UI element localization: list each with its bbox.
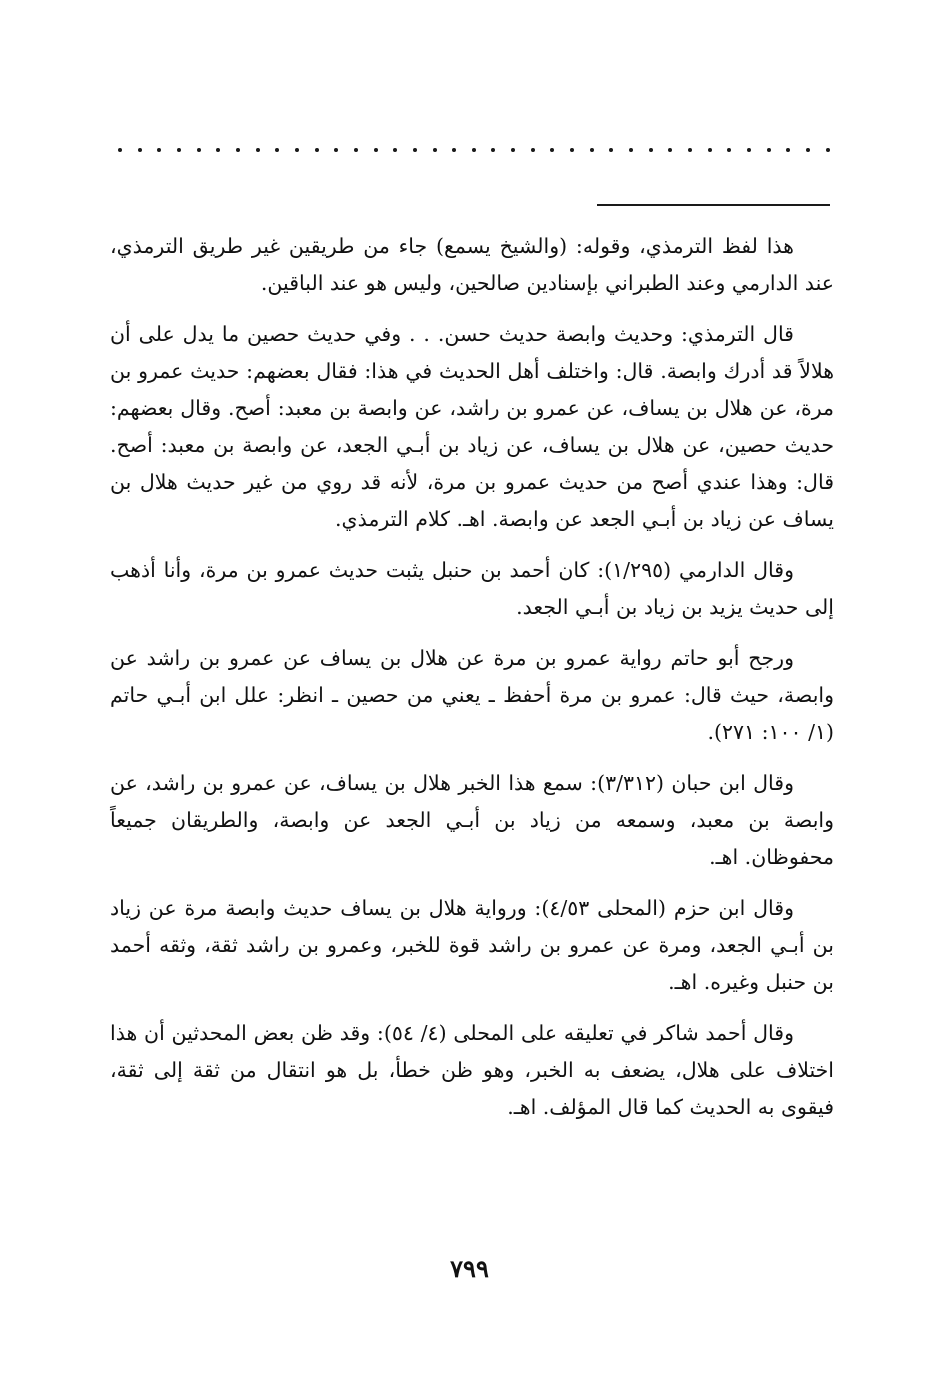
separator-dot (727, 148, 731, 152)
separator-dot (668, 148, 672, 152)
footnote-separator-line (597, 204, 830, 206)
separator-dot (177, 148, 181, 152)
paragraph-5: وقال ابن حبان (٣/٣١٢): سمع هذا الخبر هلال بن يساف، عن عمرو بن راشد، عن وابصة بن معبد، وسمعه من زياد بن أبـي الجعد عن وابصة، والطريقان جميعاً محفوظان. اهـ. (110, 771, 834, 869)
paragraph-6: وقال ابن حزم (المحلى ٤/٥٣): ورواية هلال بن يساف حديث وابصة مرة عن زياد بن أبـي الجعد، ومرة عن عمرو بن راشد قوة للخبر، وعمرو بن راشد ثقة، وثقه أحمد بن حنبل وغيره. اهـ. (110, 896, 834, 994)
separator-dot (433, 148, 437, 152)
separator-dot (491, 148, 495, 152)
separator-dot (472, 148, 476, 152)
separator-dot (767, 148, 771, 152)
separator-dot (118, 148, 122, 152)
separator-dot (393, 148, 397, 152)
separator-dot (786, 148, 790, 152)
paragraph-3: وقال الدارمي (١/٢٩٥): كان أحمد بن حنبل يثبت حديث عمرو بن مرة، وأنا أذهب إلى حديث يزيد بن زياد بن أبـي الجعد. (110, 558, 834, 619)
paragraph-2: قال الترمذي: وحديث وابصة حديث حسن. . . وفي حديث حصين ما يدل على أن هلالاً قد أدرك وابصة. قال: واختلف أهل الحديث في هذا: فقال بعضهم: حديث عمرو بن مرة، عن هلال بن يساف، عن عمرو بن راشد، عن وابصة بن معبد: أصح. وقال بعضهم: حديث حصين، عن هلال بن يساف، عن زياد بن أبـي الجعد، عن وابصة بن معبد: أصح. قال: وهذا عندي أصح من حديث عمرو بن مرة، لأنه قد روي من غير حديث هلال بن يساف عن زياد بن أبـي الجعد عن وابصة. اهـ. كلام الترمذي. (110, 322, 834, 531)
separator-dot (531, 148, 535, 152)
separator-dot (315, 148, 319, 152)
separator-dot (197, 148, 201, 152)
separator-dot (826, 148, 830, 152)
separator-dot (256, 148, 260, 152)
separator-dot (216, 148, 220, 152)
paragraph-4: ورجح أبو حاتم رواية عمرو بن مرة عن هلال بن يساف عن عمرو بن راشد عن وابصة، حيث قال: عمرو بن مرة أحفظ ـ يعني من حصين ـ انظر: علل ابن أبـي حاتم (١/ ١٠٠: ٢٧١). (110, 646, 834, 744)
dotted-separator (118, 140, 830, 160)
separator-dot (452, 148, 456, 152)
separator-dot (550, 148, 554, 152)
paragraph-7: وقال أحمد شاكر في تعليقه على المحلى (٤/ ٥٤): وقد ظن بعض المحدثين أن هذا اختلاف على هلال، يضعف به الخبر، وهو ظن خطأ، بل هو انتقال من ثقة إلى ثقة، فيقوى به الحديث كما قال المؤلف. اهـ. (110, 1021, 834, 1119)
separator-dot (570, 148, 574, 152)
separator-dot (413, 148, 417, 152)
separator-dot (157, 148, 161, 152)
separator-dot (688, 148, 692, 152)
separator-dot (609, 148, 613, 152)
separator-dot (806, 148, 810, 152)
separator-dot (511, 148, 515, 152)
separator-dot (236, 148, 240, 152)
separator-dot (334, 148, 338, 152)
separator-dot (354, 148, 358, 152)
footnote-text (110, 228, 834, 1140)
separator-dot (629, 148, 633, 152)
paragraph-1: هذا لفظ الترمذي، وقوله: (والشيخ يسمع) جاء من طريقين غير طريق الترمذي، عند الدارمي وعند الطبراني بإسنادين صالحين، وليس هو عند الباقين. (110, 234, 834, 295)
separator-dot (275, 148, 279, 152)
separator-dot (295, 148, 299, 152)
page-number: ٧٩٩ (450, 1254, 489, 1283)
separator-dot (649, 148, 653, 152)
separator-dot (138, 148, 142, 152)
separator-dot (708, 148, 712, 152)
separator-dot (747, 148, 751, 152)
separator-dot (374, 148, 378, 152)
separator-dot (590, 148, 594, 152)
